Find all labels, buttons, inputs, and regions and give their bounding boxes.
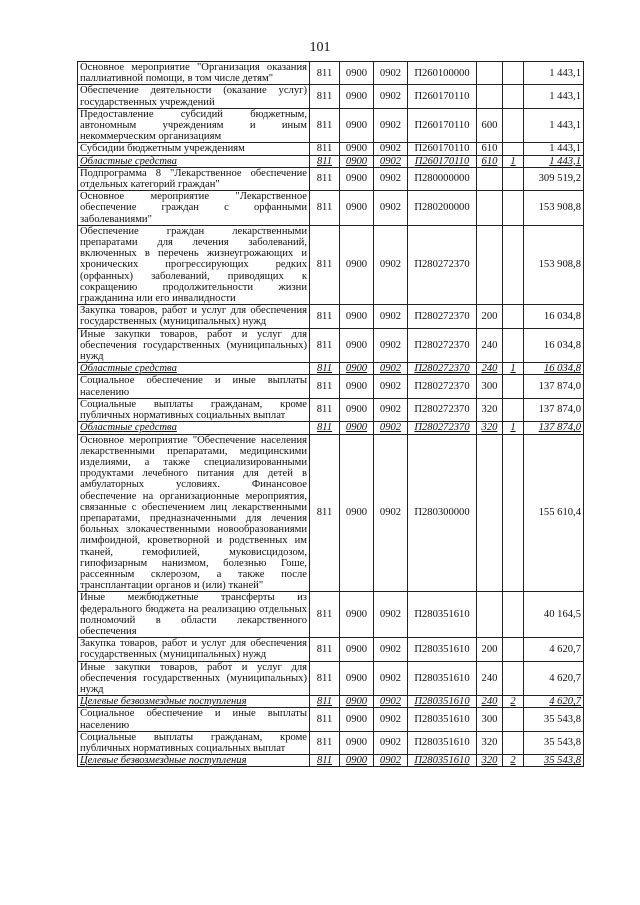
section-code: 0900: [340, 305, 374, 328]
expense-type-code: 240: [477, 328, 503, 363]
section-code: 0900: [340, 225, 374, 304]
subsection-code: 0902: [374, 225, 408, 304]
amount: 153 908,8: [524, 225, 584, 304]
row-name: Социальное обеспечение и иные выплаты населению: [78, 708, 310, 731]
section-code: 0900: [340, 108, 374, 143]
subsection-code: 0902: [374, 708, 408, 731]
subsection-code: 0902: [374, 375, 408, 398]
target-article-code: П280200000: [408, 191, 477, 226]
subsection-code: 0902: [374, 422, 408, 434]
ved-code: 811: [310, 375, 340, 398]
target-article-code: П280272370: [408, 225, 477, 304]
target-article-code: П280351610: [408, 755, 477, 767]
ved-code: 811: [310, 328, 340, 363]
amount: 40 164,5: [524, 592, 584, 638]
section-code: 0900: [340, 731, 374, 754]
amount: 153 908,8: [524, 191, 584, 226]
subsection-code: 0902: [374, 398, 408, 421]
funding-source-code: [503, 108, 524, 143]
ved-code: 811: [310, 434, 340, 592]
subsection-code: 0902: [374, 755, 408, 767]
funding-source-code: [503, 434, 524, 592]
amount: 4 620,7: [524, 638, 584, 661]
funding-source-code: [503, 167, 524, 190]
subsection-code: 0902: [374, 696, 408, 708]
amount: 16 034,8: [524, 363, 584, 375]
expense-type-code: 320: [477, 398, 503, 421]
expense-type-code: 200: [477, 638, 503, 661]
target-article-code: П280351610: [408, 696, 477, 708]
amount: 137 874,0: [524, 422, 584, 434]
funding-source-code: 2: [503, 696, 524, 708]
amount: 137 874,0: [524, 398, 584, 421]
row-name: Целевые безвозмездные поступления: [78, 696, 310, 708]
target-article-code: П260100000: [408, 62, 477, 85]
row-name: Областные средства: [78, 363, 310, 375]
amount: 4 620,7: [524, 661, 584, 696]
funding-source-code: [503, 731, 524, 754]
table-row: [78, 592, 584, 638]
target-article-code: П280351610: [408, 592, 477, 638]
ved-code: 811: [310, 155, 340, 167]
subsection-code: 0902: [374, 167, 408, 190]
table-row: [78, 422, 584, 434]
ved-code: 811: [310, 592, 340, 638]
amount: 1 443,1: [524, 62, 584, 85]
funding-source-code: 1: [503, 422, 524, 434]
section-code: 0900: [340, 755, 374, 767]
section-code: 0900: [340, 167, 374, 190]
subsection-code: 0902: [374, 731, 408, 754]
table-row: [78, 62, 584, 85]
row-name: Основное мероприятие "Организация оказания паллиативной помощи, в том числе детям": [78, 62, 310, 85]
table-row: [78, 434, 584, 592]
funding-source-code: [503, 375, 524, 398]
row-name: Иные закупки товаров, работ и услуг для обеспечения государственных (муниципальных) нужд: [78, 328, 310, 363]
target-article-code: П280272370: [408, 363, 477, 375]
ved-code: 811: [310, 731, 340, 754]
ved-code: 811: [310, 85, 340, 108]
ved-code: 811: [310, 363, 340, 375]
table-row: [78, 731, 584, 754]
table-row: [78, 375, 584, 398]
subsection-code: 0902: [374, 328, 408, 363]
ved-code: 811: [310, 696, 340, 708]
amount: 35 543,8: [524, 708, 584, 731]
target-article-code: П280351610: [408, 708, 477, 731]
ved-code: 811: [310, 305, 340, 328]
section-code: 0900: [340, 85, 374, 108]
expense-type-code: [477, 225, 503, 304]
budget-table: [77, 61, 584, 767]
funding-source-code: [503, 328, 524, 363]
funding-source-code: [503, 85, 524, 108]
target-article-code: П280000000: [408, 167, 477, 190]
funding-source-code: [503, 305, 524, 328]
ved-code: 811: [310, 62, 340, 85]
target-article-code: П280272370: [408, 305, 477, 328]
amount: 35 543,8: [524, 755, 584, 767]
funding-source-code: [503, 638, 524, 661]
target-article-code: П260170110: [408, 108, 477, 143]
row-name: Областные средства: [78, 155, 310, 167]
expense-type-code: [477, 85, 503, 108]
amount: 35 543,8: [524, 731, 584, 754]
amount: 1 443,1: [524, 85, 584, 108]
section-code: 0900: [340, 592, 374, 638]
page-number: 101: [309, 40, 331, 55]
ved-code: 811: [310, 398, 340, 421]
amount: 155 610,4: [524, 434, 584, 592]
table-row: [78, 225, 584, 304]
funding-source-code: 2: [503, 755, 524, 767]
target-article-code: П280351610: [408, 661, 477, 696]
table-row: [78, 108, 584, 143]
amount: 16 034,8: [524, 328, 584, 363]
ved-code: 811: [310, 638, 340, 661]
funding-source-code: [503, 191, 524, 226]
table-row: [78, 191, 584, 226]
expense-type-code: 600: [477, 108, 503, 143]
table-row: [78, 398, 584, 421]
row-name: Социальные выплаты гражданам, кроме публичных нормативных социальных выплат: [78, 398, 310, 421]
funding-source-code: [503, 62, 524, 85]
section-code: 0900: [340, 375, 374, 398]
table-row: [78, 638, 584, 661]
expense-type-code: [477, 167, 503, 190]
section-code: 0900: [340, 62, 374, 85]
table-row: [78, 167, 584, 190]
target-article-code: П260170110: [408, 85, 477, 108]
amount: 4 620,7: [524, 696, 584, 708]
subsection-code: 0902: [374, 143, 408, 155]
expense-type-code: [477, 191, 503, 226]
subsection-code: 0902: [374, 108, 408, 143]
row-name: Социальное обеспечение и иные выплаты населению: [78, 375, 310, 398]
funding-source-code: [503, 143, 524, 155]
subsection-code: 0902: [374, 155, 408, 167]
ved-code: 811: [310, 708, 340, 731]
target-article-code: П260170110: [408, 143, 477, 155]
ved-code: 811: [310, 422, 340, 434]
section-code: 0900: [340, 328, 374, 363]
funding-source-code: 1: [503, 155, 524, 167]
table-row: [78, 143, 584, 155]
row-name: Целевые безвозмездные поступления: [78, 755, 310, 767]
section-code: 0900: [340, 363, 374, 375]
row-name: Социальные выплаты гражданам, кроме публичных нормативных социальных выплат: [78, 731, 310, 754]
amount: 1 443,1: [524, 143, 584, 155]
funding-source-code: [503, 661, 524, 696]
section-code: 0900: [340, 398, 374, 421]
funding-source-code: [503, 592, 524, 638]
amount: 137 874,0: [524, 375, 584, 398]
amount: 16 034,8: [524, 305, 584, 328]
target-article-code: П280272370: [408, 422, 477, 434]
subsection-code: 0902: [374, 363, 408, 375]
expense-type-code: [477, 592, 503, 638]
funding-source-code: [503, 225, 524, 304]
row-name: Иные закупки товаров, работ и услуг для обеспечения государственных (муниципальных) нужд: [78, 661, 310, 696]
amount: 1 443,1: [524, 108, 584, 143]
ved-code: 811: [310, 108, 340, 143]
row-name: Обеспечение граждан лекарственными препаратами для лечения заболеваний, включенных в перечень жизнеугрожающих и хронических прогрессирующих редких (орфанных) заболеваний, приводящих к сокращению продолжительности жизни гражданина или его инвалидности: [78, 225, 310, 304]
table-row: [78, 155, 584, 167]
ved-code: 811: [310, 191, 340, 226]
expense-type-code: 240: [477, 696, 503, 708]
target-article-code: П280300000: [408, 434, 477, 592]
funding-source-code: [503, 708, 524, 731]
row-name: Подпрограмма 8 "Лекарственное обеспечение отдельных категорий граждан": [78, 167, 310, 190]
expense-type-code: 240: [477, 661, 503, 696]
row-name: Закупка товаров, работ и услуг для обеспечения государственных (муниципальных) нужд: [78, 638, 310, 661]
table-row: [78, 696, 584, 708]
section-code: 0900: [340, 155, 374, 167]
subsection-code: 0902: [374, 85, 408, 108]
table-row: [78, 661, 584, 696]
amount: 1 443,1: [524, 155, 584, 167]
expense-type-code: 320: [477, 731, 503, 754]
row-name: Основное мероприятие "Лекарственное обеспечение граждан с орфанными заболеваниями": [78, 191, 310, 226]
subsection-code: 0902: [374, 638, 408, 661]
table-row: [78, 363, 584, 375]
expense-type-code: 300: [477, 708, 503, 731]
ved-code: 811: [310, 755, 340, 767]
target-article-code: П280272370: [408, 375, 477, 398]
section-code: 0900: [340, 434, 374, 592]
row-name: Закупка товаров, работ и услуг для обеспечения государственных (муниципальных) нужд: [78, 305, 310, 328]
funding-source-code: 1: [503, 363, 524, 375]
section-code: 0900: [340, 638, 374, 661]
expense-type-code: 200: [477, 305, 503, 328]
ved-code: 811: [310, 143, 340, 155]
table-row: [78, 305, 584, 328]
ved-code: 811: [310, 661, 340, 696]
target-article-code: П260170110: [408, 155, 477, 167]
target-article-code: П280272370: [408, 398, 477, 421]
table-row: [78, 85, 584, 108]
section-code: 0900: [340, 422, 374, 434]
amount: 309 519,2: [524, 167, 584, 190]
expense-type-code: [477, 434, 503, 592]
section-code: 0900: [340, 708, 374, 731]
row-name: Предоставление субсидий бюджетным, автономным учреждениям и иным некоммерческим организациям: [78, 108, 310, 143]
subsection-code: 0902: [374, 62, 408, 85]
subsection-code: 0902: [374, 592, 408, 638]
expense-type-code: 610: [477, 155, 503, 167]
table-row: [78, 755, 584, 767]
expense-type-code: 240: [477, 363, 503, 375]
section-code: 0900: [340, 143, 374, 155]
row-name: Областные средства: [78, 422, 310, 434]
table-row: [78, 708, 584, 731]
target-article-code: П280351610: [408, 638, 477, 661]
expense-type-code: 320: [477, 755, 503, 767]
target-article-code: П280272370: [408, 328, 477, 363]
table-row: [78, 328, 584, 363]
row-name: Иные межбюджетные трансферты из федерального бюджета на реализацию отдельных полномочий в области лекарственного обеспечения: [78, 592, 310, 638]
subsection-code: 0902: [374, 191, 408, 226]
section-code: 0900: [340, 661, 374, 696]
expense-type-code: 300: [477, 375, 503, 398]
row-name: Субсидии бюджетным учреждениям: [78, 143, 310, 155]
section-code: 0900: [340, 191, 374, 226]
ved-code: 811: [310, 225, 340, 304]
ved-code: 811: [310, 167, 340, 190]
target-article-code: П280351610: [408, 731, 477, 754]
row-name: Обеспечение деятельности (оказание услуг) государственных учреждений: [78, 85, 310, 108]
section-code: 0900: [340, 696, 374, 708]
funding-source-code: [503, 398, 524, 421]
expense-type-code: 320: [477, 422, 503, 434]
subsection-code: 0902: [374, 434, 408, 592]
subsection-code: 0902: [374, 305, 408, 328]
subsection-code: 0902: [374, 661, 408, 696]
expense-type-code: 610: [477, 143, 503, 155]
row-name: Основное мероприятие "Обеспечение населения лекарственными препаратами, медицинскими изделиями, а также специализированными продуктами лечебного питания для детей в амбулаторных условиях. Финансовое обеспечение на организационные мероприятия, связанные с обеспечением лиц лекарственными препаратами, предназначенными для лечения больных злокачественными новообразованиями лимфоидной, кроветворной и родственных им тканей, гемофилией, муковисцидозом, гипофизарным нанизмом, болезнью Гоше, рассеянным склерозом, а также после трансплантации органов и (или) тканей": [78, 434, 310, 592]
expense-type-code: [477, 62, 503, 85]
